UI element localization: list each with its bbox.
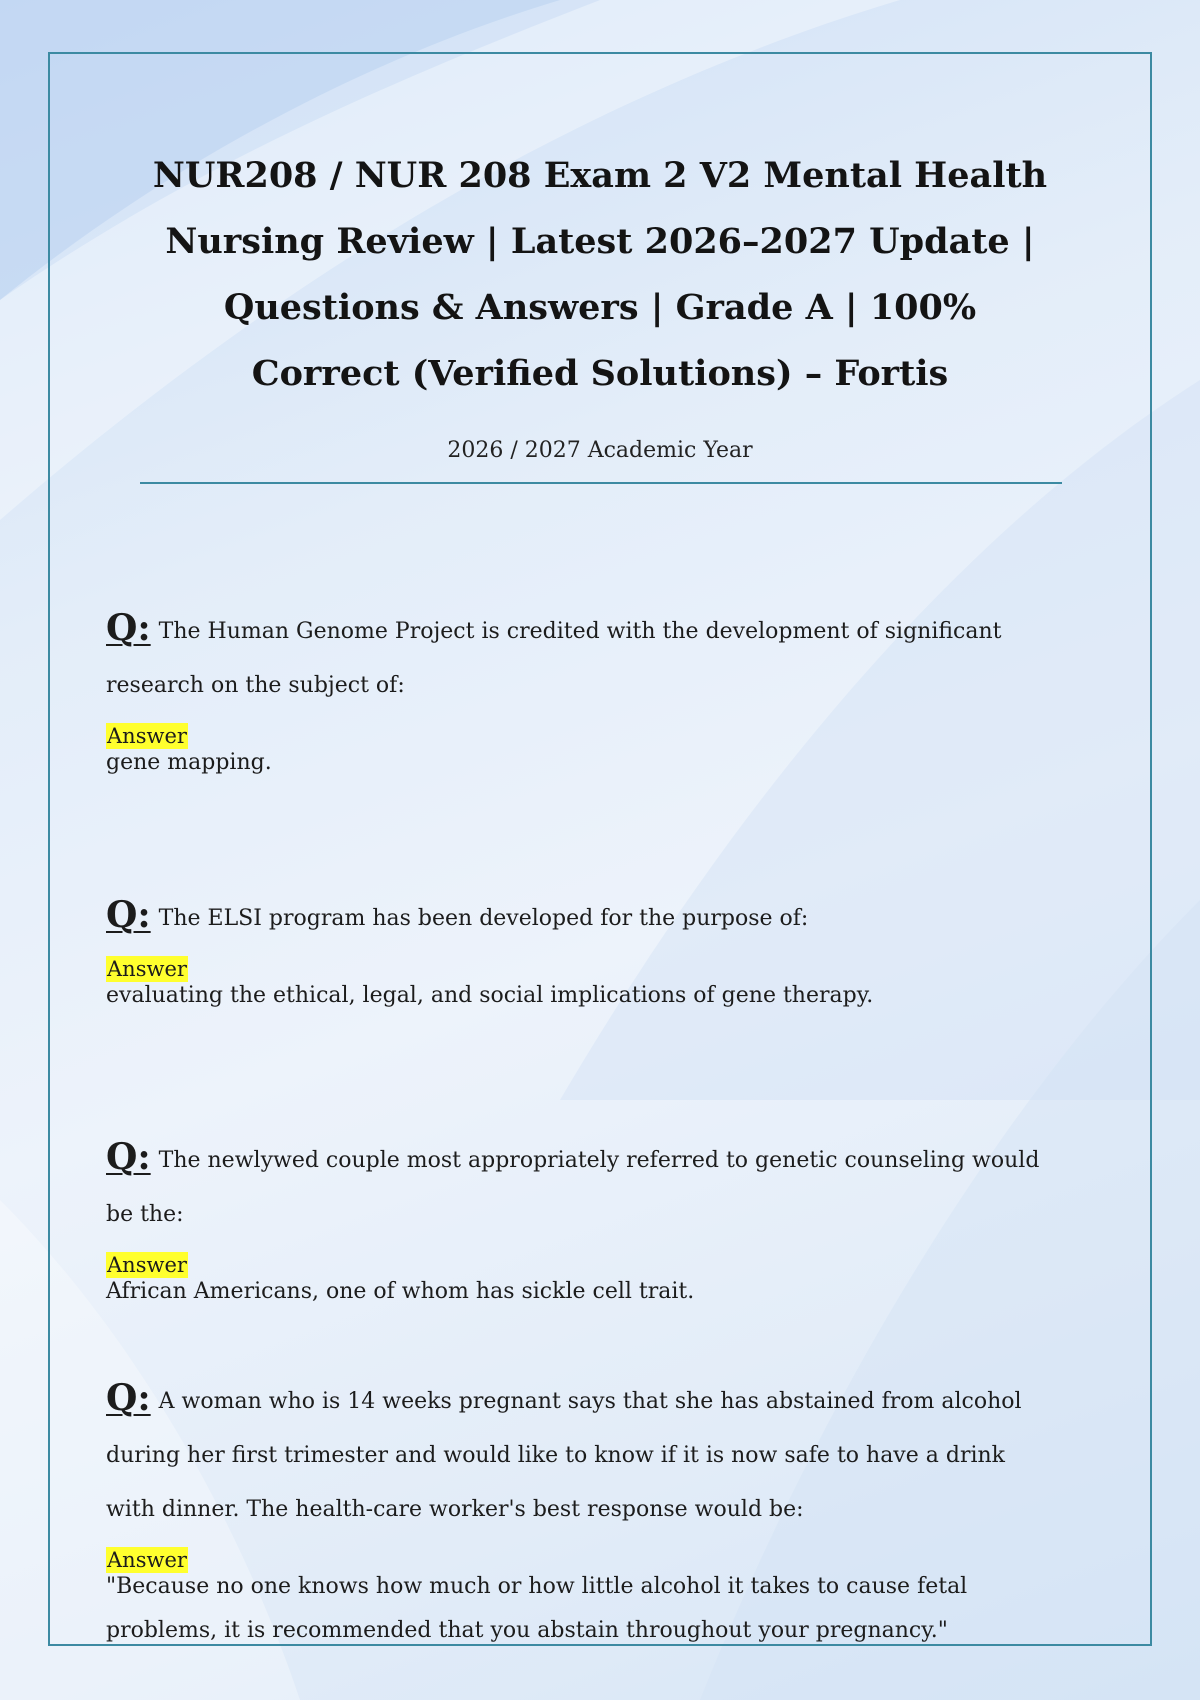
question-4 (106, 1371, 1056, 1537)
question-marker: Q: (106, 1377, 151, 1419)
question-marker: Q: (106, 1136, 151, 1178)
answer-text: evaluating the ethical, legal, and social implications of gene therapy. (106, 983, 874, 1008)
answer-label: Answer (107, 957, 187, 981)
question-text: The ELSI program has been developed for the purpose of: (158, 906, 809, 931)
qa-item-4 (106, 1371, 1056, 1653)
answer-label: Answer (107, 1253, 187, 1277)
qa-item-2 (106, 888, 1056, 1018)
academic-year: 2026 / 2027 Academic Year (447, 438, 753, 463)
answer-label: Answer (107, 724, 187, 748)
question-1 (106, 601, 1056, 713)
question-3 (106, 1130, 1056, 1242)
question-marker: Q: (106, 607, 151, 649)
answer-text: African Americans, one of whom has sickle cell trait. (106, 1279, 695, 1304)
question-text: A woman who is 14 weeks pregnant says that she has abstained from alcohol during her first trimester and would like to know if it is now safe to have a drink with dinner. The health-care worker's best response would be: (106, 1389, 1022, 1522)
document-title: NUR208 / NUR 208 Exam 2 V2 Mental Health Nursing Review | Latest 2026–2027 Update | Questions & Answers | Grade A | 100% Correct (Verified Solutions) – Fortis (152, 155, 1048, 394)
question-marker: Q: (106, 894, 151, 936)
answer-text: gene mapping. (106, 750, 272, 775)
question-text: The Human Genome Project is credited with the development of significant research on the subject of: (106, 619, 1002, 698)
qa-item-3 (106, 1130, 1056, 1314)
question-2 (106, 888, 1056, 946)
answer-label: Answer (107, 1548, 187, 1572)
qa-item-1 (106, 601, 1056, 785)
question-text: The newlywed couple most appropriately referred to genetic counseling would be the: (106, 1148, 1040, 1227)
title-divider (140, 482, 1062, 484)
answer-text: "Because no one knows how much or how little alcohol it takes to cause fetal problems, it is recommended that you abstain throughout your pregnancy." (106, 1574, 968, 1643)
